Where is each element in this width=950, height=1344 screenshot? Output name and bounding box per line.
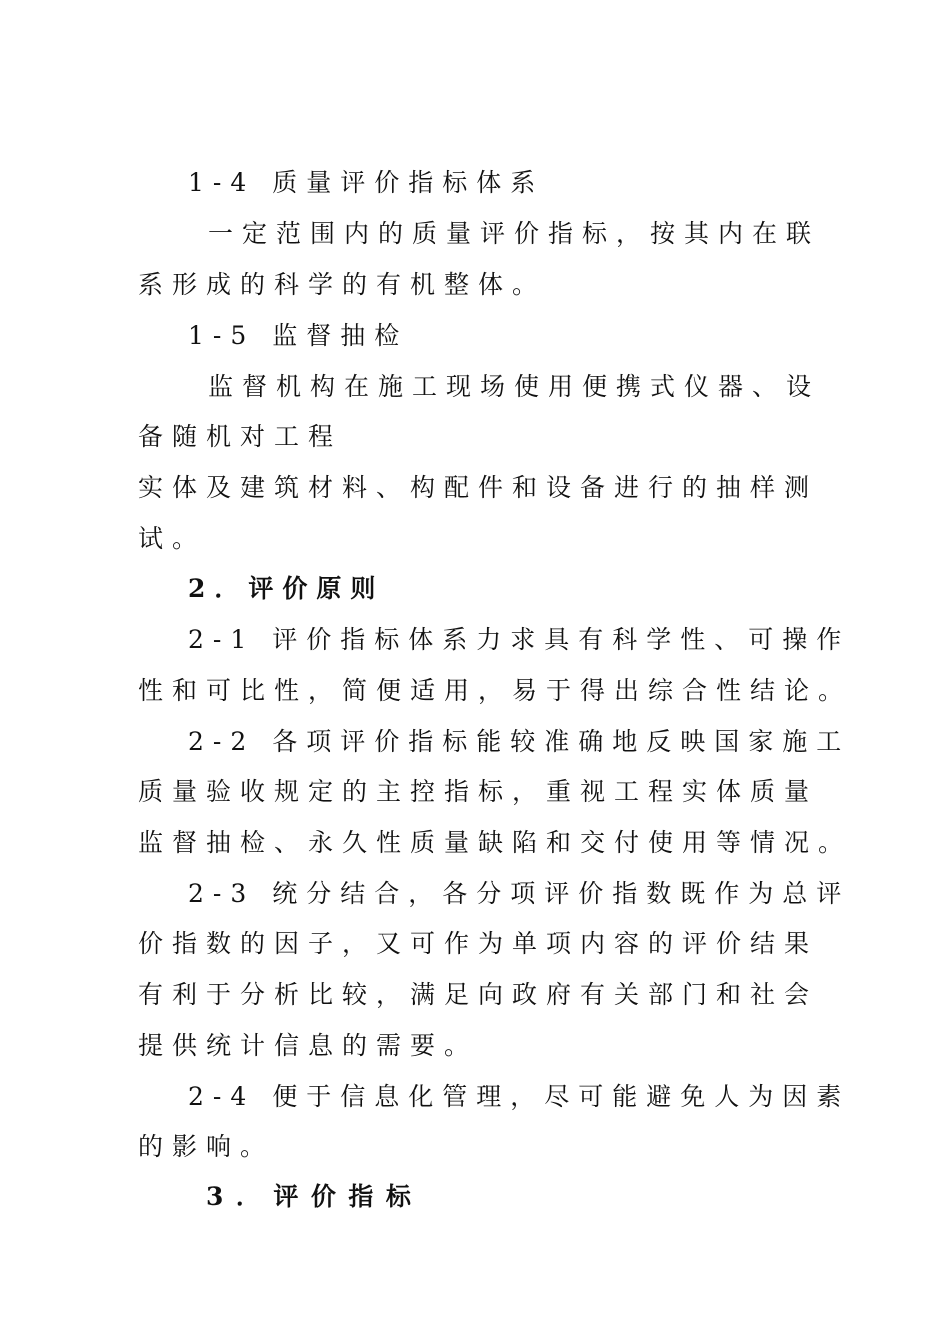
paragraph-line: 实体及建筑材料、构配件和设备进行的抽样测: [138, 473, 819, 502]
paragraph-line: 监督机构在施工现场使用便携式仪器、设: [208, 372, 821, 401]
paragraph-line: 2-3 统分结合，各分项评价指数既作为总评: [188, 879, 851, 908]
paragraph-line: 价指数的因子，又可作为单项内容的评价结果: [138, 929, 819, 958]
section-heading-3: 3．评价指标: [206, 1182, 424, 1211]
paragraph-line: 性和可比性，简便适用，易于得出综合性结论。: [138, 676, 853, 705]
section-heading-1-5: 1-5 监督抽检: [188, 321, 409, 350]
paragraph-line: 2-1 评价指标体系力求具有科学性、可操作: [188, 625, 851, 654]
paragraph-line: 试。: [138, 524, 207, 553]
paragraph-line: 提供统计信息的需要。: [138, 1031, 479, 1060]
paragraph-line: 的影响。: [138, 1132, 275, 1161]
paragraph-line: 质量验收规定的主控指标，重视工程实体质量: [138, 777, 819, 806]
section-heading-2: 2．评价原则: [188, 574, 385, 603]
section-heading-1-4: 1-4 质量评价指标体系: [188, 168, 545, 197]
paragraph-line: 2-2 各项评价指标能较准确地反映国家施工: [188, 727, 851, 756]
paragraph-line: 系形成的科学的有机整体。: [138, 270, 547, 299]
paragraph-line: 监督抽检、永久性质量缺陷和交付使用等情况。: [138, 828, 853, 857]
paragraph-line: 有利于分析比较，满足向政府有关部门和社会: [138, 980, 819, 1009]
paragraph-line: 备随机对工程: [138, 422, 343, 451]
paragraph-line: 2-4 便于信息化管理，尽可能避免人为因素: [188, 1082, 851, 1111]
paragraph-line: 一定范围内的质量评价指标，按其内在联: [208, 219, 821, 248]
